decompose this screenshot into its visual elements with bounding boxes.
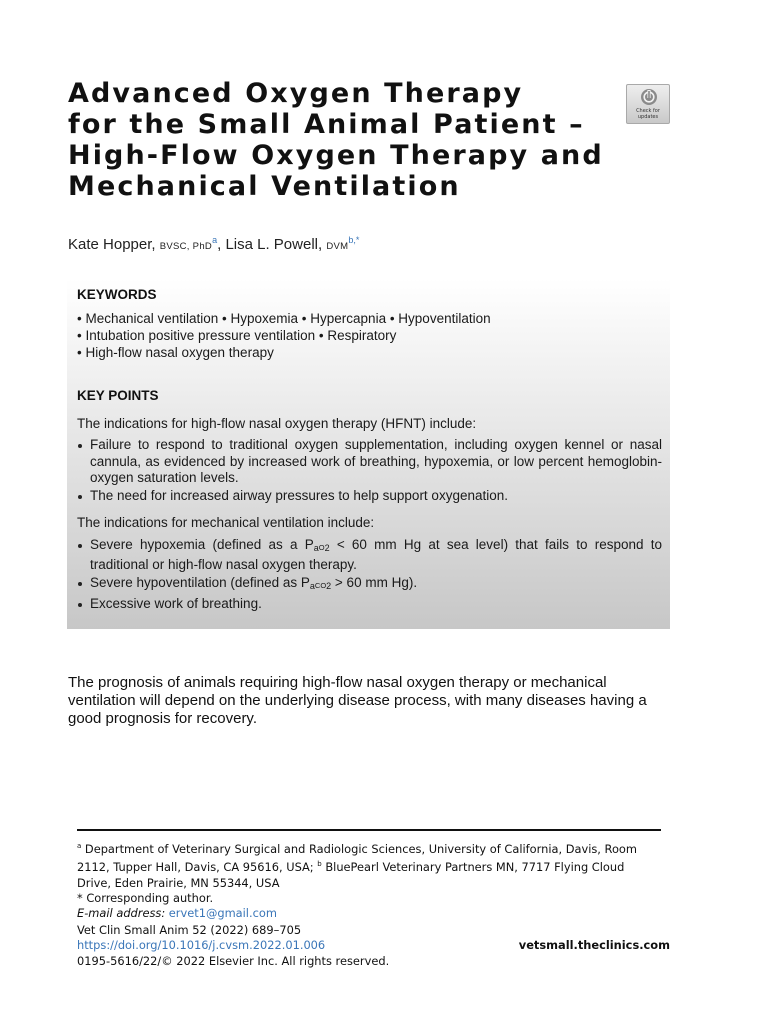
badge-label: Check for updates <box>636 108 660 120</box>
article-title <box>68 78 628 202</box>
title-line: Mechanical Ventilation <box>68 171 461 202</box>
mv-intro: The indications for mechanical ventilation include: <box>77 515 375 530</box>
copyright-line: 0195-5616/22/© 2022 Elsevier Inc. All rights reserved. <box>77 953 390 968</box>
keyword-line: • Mechanical ventilation • Hypoxemia • Hypercapnia • Hypoventilation <box>77 311 491 326</box>
keywords-heading: KEYWORDS <box>77 287 157 302</box>
key-points-heading: KEY POINTS <box>77 388 159 403</box>
footnotes <box>77 839 661 921</box>
list-item: Severe hypoxemia (defined as a $P_aO_2 < 60$ mm Hg at sea level) that fails to respond to traditional or high-flow nasal oxygen therapy. <box>77 537 662 573</box>
author-degrees: DVM <box>326 241 349 252</box>
affiliation-mark[interactable]: a <box>212 235 218 245</box>
affiliations: $^a$ Department of Veterinary Surgical and Radiologic Sciences, University of California, Davis, Room 2112, Tupper Hall, Davis, CA 95616, USA; $^b$ BluePearl Veterinary Partners MN, 7717 Flying Cloud Drive, Eden Prairie, MN 55344, USA <box>77 842 637 890</box>
summary-paragraph: The prognosis of animals requiring high-flow nasal oxygen therapy or mechanical ventilation will depend on the underlying disease process, with many diseases having a good prognosis for recovery. <box>68 674 647 727</box>
email-link[interactable]: ervet1@gmail.com <box>168 906 277 921</box>
list-item: Excessive work of breathing. <box>77 596 662 613</box>
affiliation-mark[interactable]: b,* <box>348 235 360 245</box>
corresponding-note: * Corresponding author. <box>77 890 214 905</box>
journal-citation: Vet Clin Small Anim 52 (2022) 689–705 <box>77 923 302 937</box>
email-label: E-mail address: <box>77 906 166 921</box>
crossmark-icon <box>640 88 658 108</box>
author-line: Kate Hopper, BVSC, PhD$^a$, Lisa L. Powell, $DVM^{b,*}$ <box>68 235 360 253</box>
email-line <box>77 906 661 921</box>
keyword-line: • High-flow nasal oxygen therapy <box>77 345 274 360</box>
keyword-line: • Intubation positive pressure ventilation • Respiratory <box>77 328 397 343</box>
keywords-keypoints-box <box>67 279 670 629</box>
hfnt-intro: The indications for high-flow nasal oxygen therapy (HFNT) include: <box>77 416 477 431</box>
list-item: The need for increased airway pressures to help support oxygenation. <box>77 488 662 505</box>
journal-website-link[interactable]: vetsmall.theclinics.com <box>518 938 670 952</box>
footnote-divider <box>77 829 661 831</box>
title-line: High-Flow Oxygen Therapy and <box>68 140 604 171</box>
author-degrees: BVSC, PhD <box>159 241 213 252</box>
author-name: Lisa L. Powell, <box>225 236 323 253</box>
mv-indications-list <box>77 537 662 614</box>
keywords-list <box>77 310 491 361</box>
title-line: for the Small Animal Patient – <box>68 109 585 140</box>
hfnt-indications-list <box>77 437 662 506</box>
list-item: Severe hypoventilation (defined as $P_aCO_2 > 60$ mm Hg). <box>77 575 662 595</box>
list-item: Failure to respond to traditional oxygen supplementation, including oxygen kennel or nasal cannula, as evidenced by increased work of breathing, hypoxemia, or low percent hemoglobin-oxygen saturation levels. <box>77 437 662 487</box>
check-for-updates-badge[interactable] <box>626 84 670 124</box>
citation-block <box>77 923 389 969</box>
doi-link[interactable]: https://doi.org/10.1016/j.cvsm.2022.01.006 <box>77 938 326 953</box>
author-name: Kate Hopper, <box>68 236 156 253</box>
title-line: Advanced Oxygen Therapy <box>68 78 524 109</box>
